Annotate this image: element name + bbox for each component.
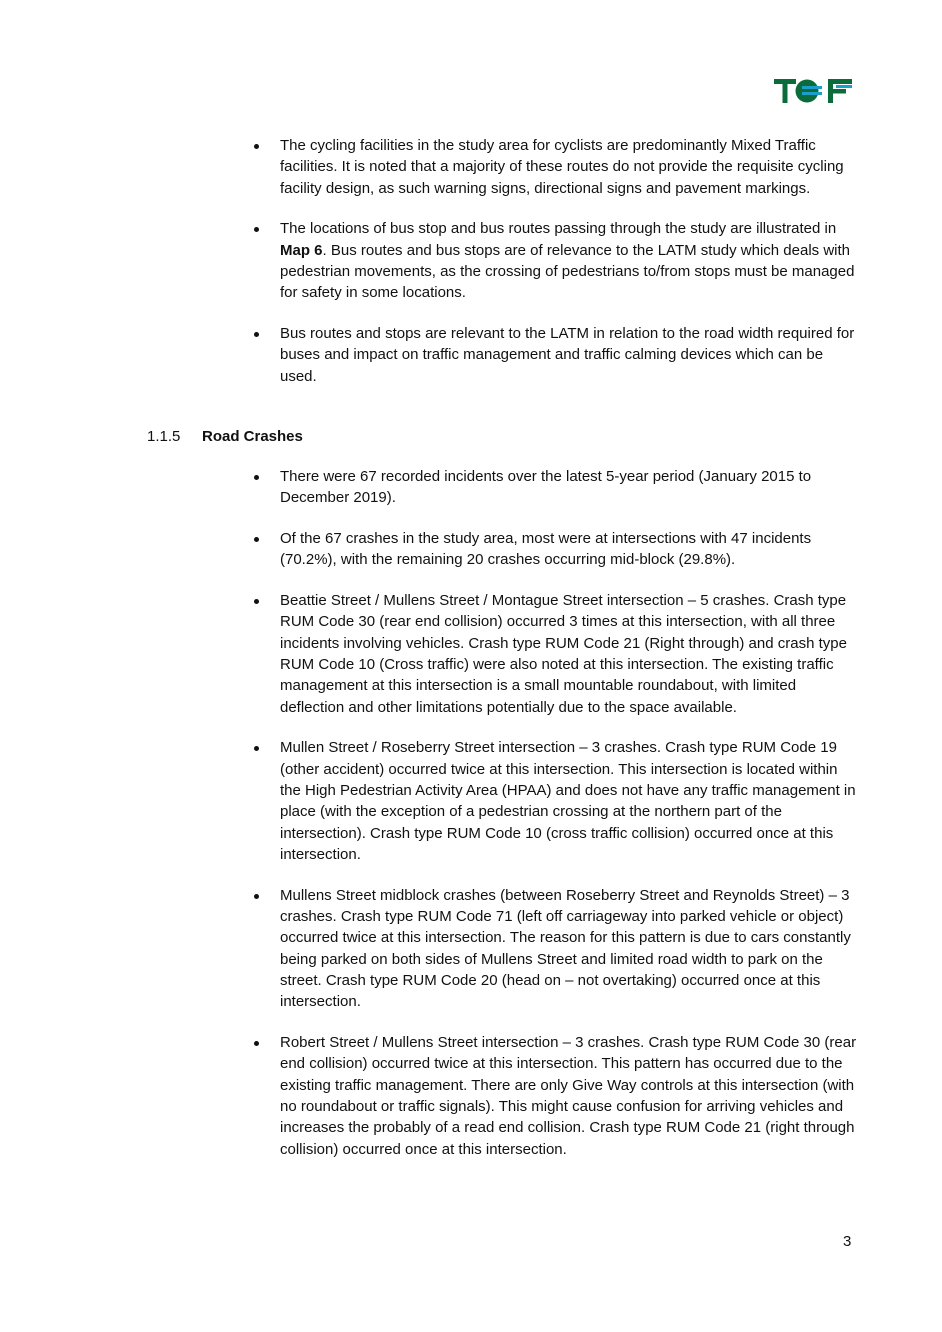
list-item: Bus routes and stops are relevant to the LATM in relation to the road width required for buses and impact on traffic management and traffic calming devices which can be used.: [250, 323, 860, 387]
section-heading: [147, 426, 303, 447]
list-item: There were 67 recorded incidents over the latest 5-year period (January 2015 to December 2019).: [250, 466, 860, 509]
section-title: Road Crashes: [202, 428, 303, 445]
tef-logo: [774, 78, 854, 104]
list-item: The cycling facilities in the study area for cyclists are predominantly Mixed Traffic facilities. It is noted that a majority of these routes do not provide the requisite cycling facility design, as such warning signs, directional signs and pavement markings.: [250, 135, 860, 199]
list-item: Of the 67 crashes in the study area, most were at intersections with 47 incidents (70.2%), with the remaining 20 crashes occurring mid-block (29.8%).: [250, 528, 860, 571]
list-item: Robert Street / Mullens Street intersection – 3 crashes. Crash type RUM Code 30 (rear end collision) occurred twice at this intersection. This pattern has occurred due to the existing traffic management. There are only Give Way controls at this intersection (with no roundabout or traffic signals). This might cause confusion for arriving vehicles and increases the probably of a read end collision. Crash type RUM Code 21 (right through collision) occurred once at this intersection.: [250, 1032, 860, 1160]
crash-bullet-list: [250, 466, 860, 1160]
list-item: Beattie Street / Mullens Street / Montague Street intersection – 5 crashes. Crash type RUM Code 30 (rear end collision) occurred 3 times at this intersection, with all three incidents involving vehicles. Crash type RUM Code 21 (Right through) and crash type RUM Code 10 (Cross traffic) were also noted at this intersection. The existing traffic management at this intersection is a small mountable roundabout, with limited deflection and other limitations potentially due to the space available.: [250, 590, 860, 718]
list-item: Mullen Street / Roseberry Street intersection – 3 crashes. Crash type RUM Code 19 (other accident) occurred twice at this intersection. This intersection is located within the High Pedestrian Activity Area (HPAA) and does not have any traffic management in place (with the exception of a pedestrian crossing at the northern part of the intersection). Crash type RUM Code 10 (cross traffic collision) occurred once at this intersection.: [250, 737, 860, 865]
map-reference: Map 6: [280, 241, 323, 259]
section-number: 1.1.5: [147, 428, 181, 445]
top-bullet-list: [250, 135, 860, 387]
page-number: 3: [843, 1233, 852, 1250]
list-item: The locations of bus stop and bus routes passing through the study are illustrated in Map 6. Bus routes and bus stops are of relevance to the LATM study which deals with pedestrian movements, as the crossing of pedestrians to/from stops must be managed for safety in some locations.: [250, 218, 860, 303]
list-item: Mullens Street midblock crashes (between Roseberry Street and Reynolds Street) – 3 crashes. Crash type RUM Code 71 (left off carriageway into parked vehicle or object) occurred twice at this intersection. The reason for this pattern is due to cars constantly being parked on both sides of Mullens Street and limited road width to park on the street. Crash type RUM Code 20 (head on – not overtaking) occurred once at this intersection.: [250, 885, 860, 1013]
